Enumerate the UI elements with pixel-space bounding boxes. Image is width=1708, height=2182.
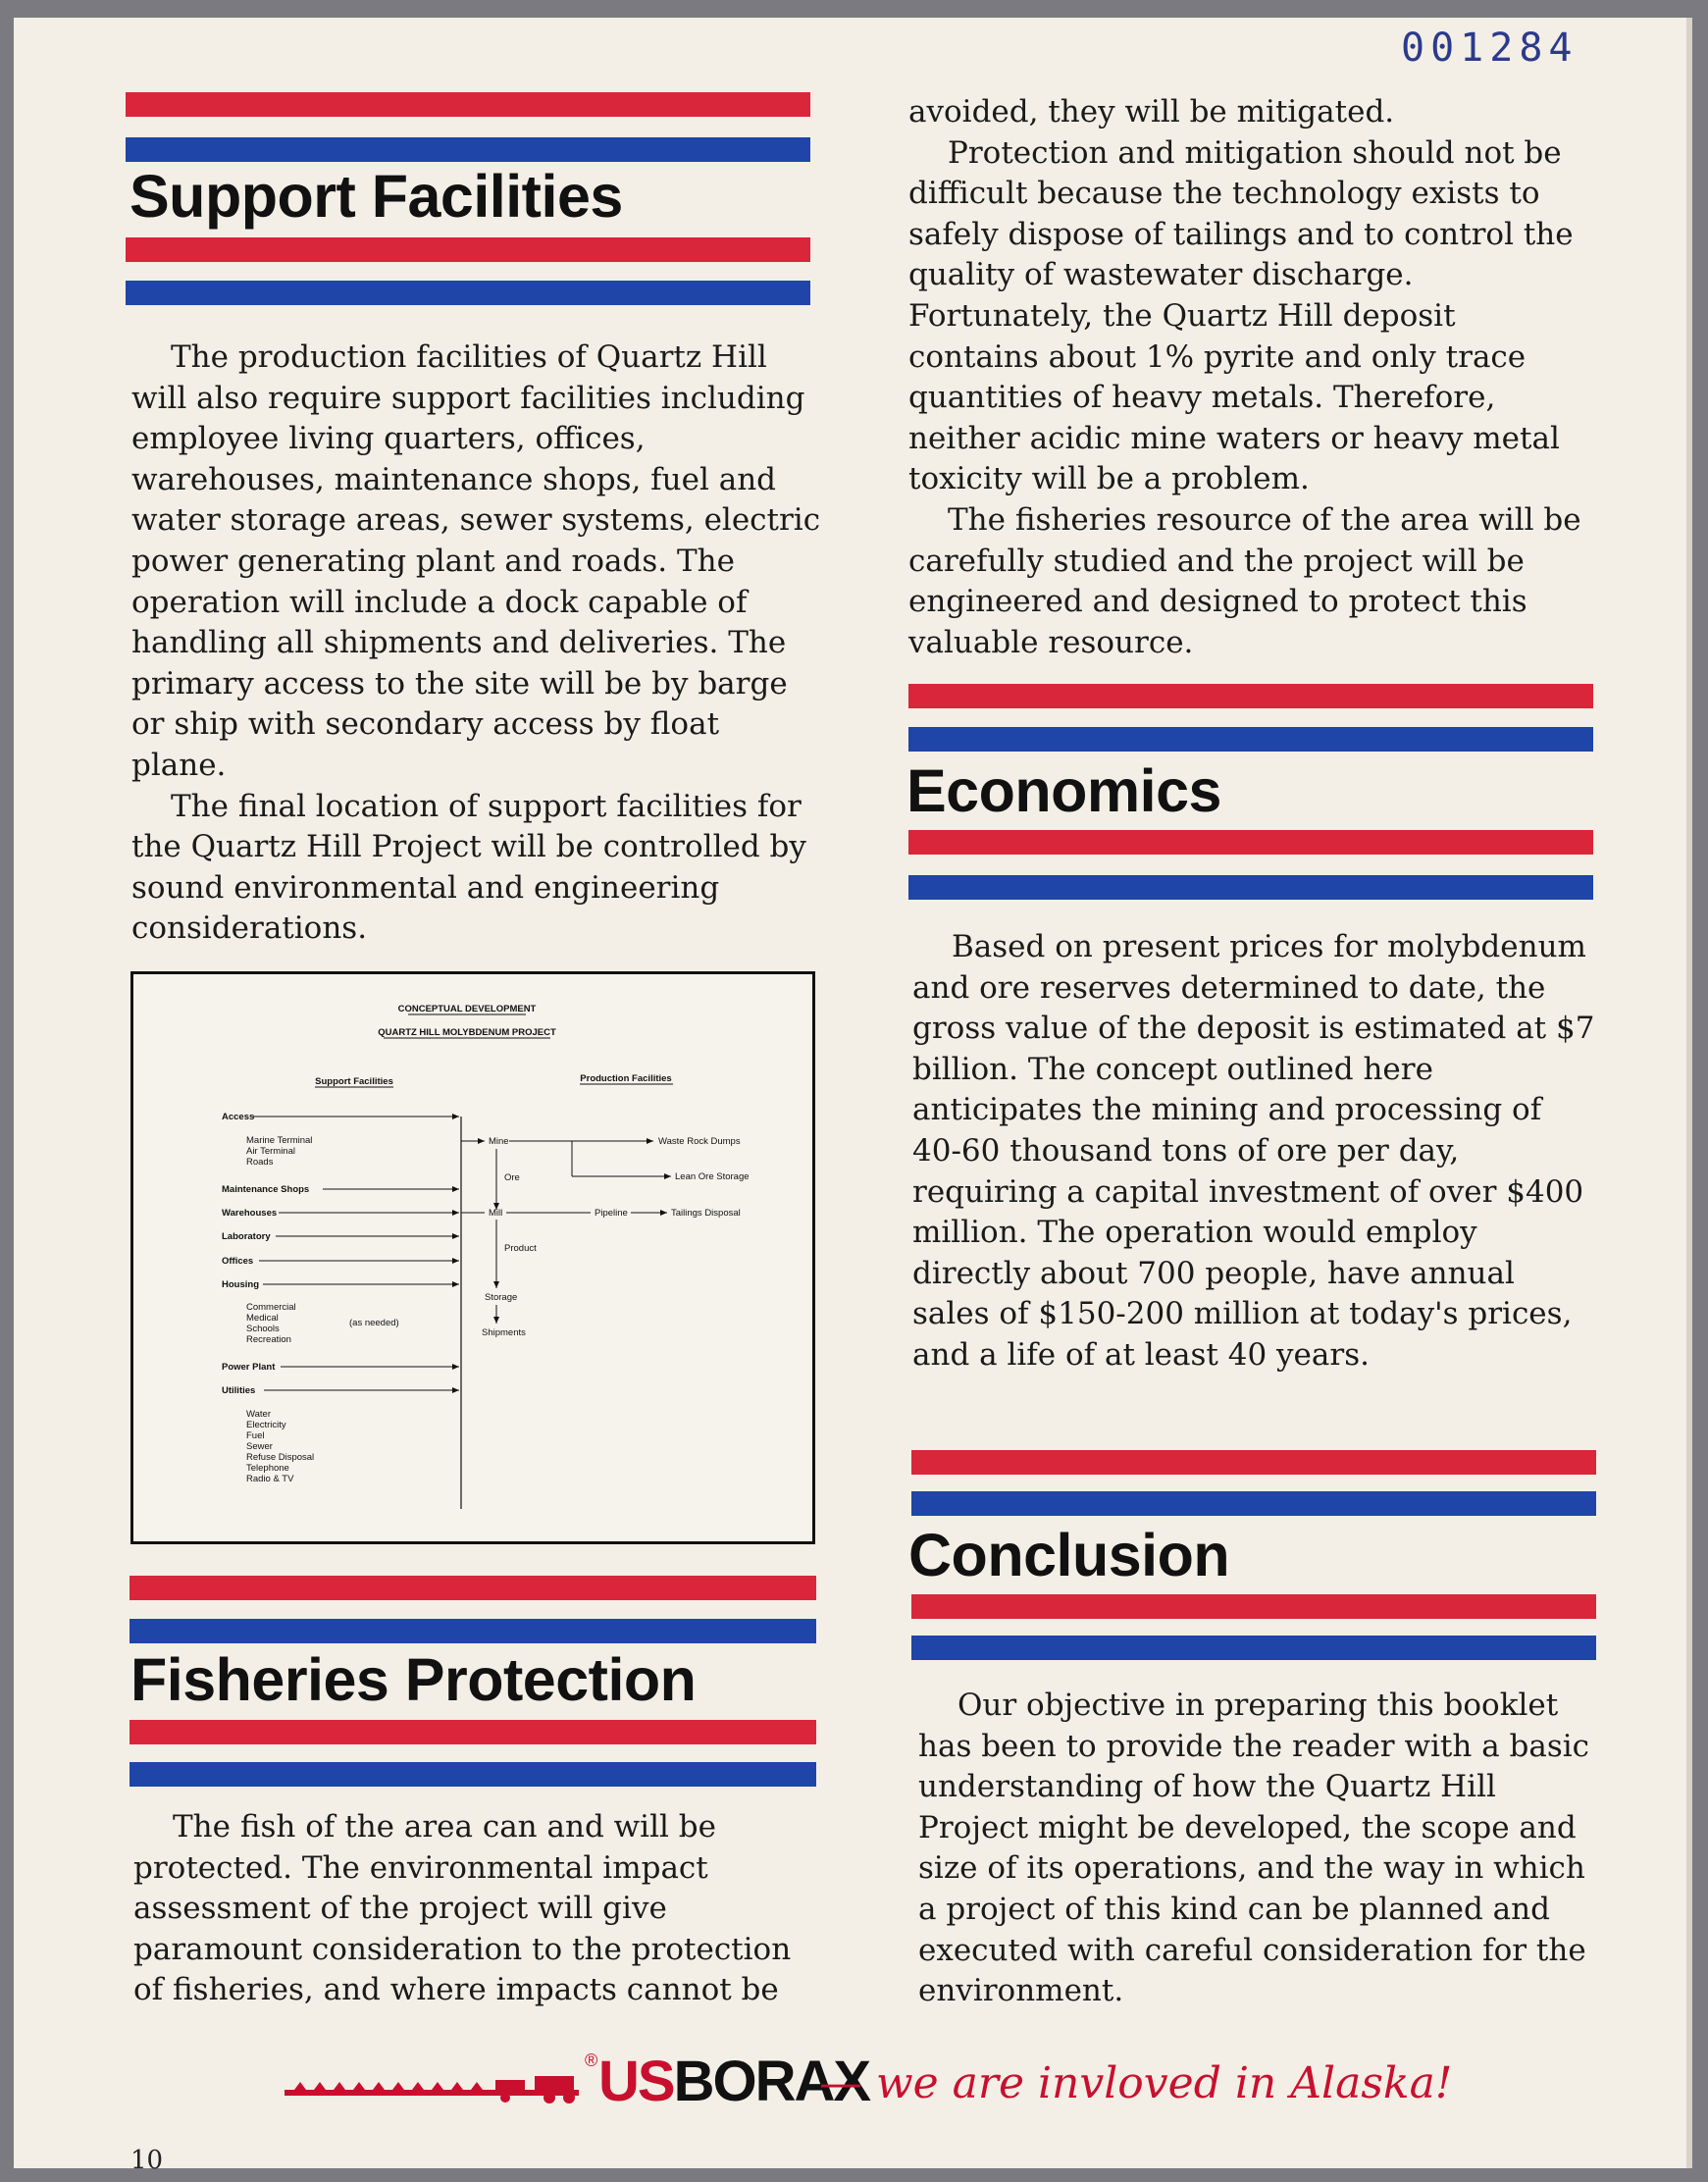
paragraph: Protection and mitigation should not be difficult because the technology exists to safely dispose of tailings and to control the quality of wastewater discharge. Fortunately, the Quartz Hill deposit contains about 1% pyrite and only trace quantities of heavy metals. Therefore, neither acidic mine waters or heavy metal toxicity will be a problem. <box>908 134 1574 497</box>
paragraph: The production facilities of Quartz Hill will also require support facilities including employee living quarters, offices, warehouses, maintenance shops, fuel and water storage areas, sewer systems, electric power generating plant and roads. The operation will include a dock capable of handling all shipments and deliveries. The primary access to the site will be by barge or ship with secondary access by float plane. <box>131 339 821 783</box>
heading-stripe <box>911 1636 1596 1660</box>
waste-rock-label: Waste Rock Dumps <box>658 1136 741 1147</box>
heading-stripe <box>126 137 810 162</box>
heading-stripe <box>908 684 1593 708</box>
shipments-label: Shipments <box>482 1327 526 1338</box>
access-item: Marine Terminal <box>246 1135 313 1146</box>
utility-item: Refuse Disposal <box>246 1452 315 1463</box>
mine-label: Mine <box>489 1136 509 1147</box>
paragraph: Based on present prices for molybdenum and ore reserves determined to date, the gross value of the deposit is estimated at $7 billion. The concept outlined here anticipates the mining and processing of 40-60 thousand tons of ore per day, requiring a capital investment of over $400 million. The operation would employ directly about 700 people, have annual sales of $150-200 million at today's prices, and a life of at least 40 years. <box>912 929 1595 1373</box>
heading-stripe <box>126 237 810 262</box>
housing-label: Housing <box>222 1279 259 1290</box>
document-number: 001284 <box>1401 26 1579 71</box>
footer-brand-line <box>285 2051 1462 2119</box>
paragraph: The fish of the area can and will be protected. The environmental impact assessment of the project will give paramount consideration to the protection of fisheries, and where impacts cannot be <box>133 1809 792 2008</box>
utility-item: Fuel <box>246 1430 265 1441</box>
housing-item: Recreation <box>246 1334 291 1345</box>
heading-stripe <box>129 1576 816 1600</box>
storage-label: Storage <box>485 1292 518 1303</box>
paragraph: avoided, they will be mitigated. <box>908 94 1395 130</box>
warehouses-label: Warehouses <box>222 1208 278 1219</box>
maintenance-label: Maintenance Shops <box>222 1184 310 1195</box>
utility-item: Sewer <box>246 1441 273 1452</box>
borax-train-icon <box>285 2076 598 2121</box>
heading-stripe <box>908 727 1593 752</box>
paragraph: The final location of support facilities for the Quartz Hill Project will be controlled by sound environmental and engineering considerations. <box>131 788 806 947</box>
support-header: Support Facilities <box>315 1076 393 1087</box>
heading-stripe <box>911 1491 1596 1516</box>
registered-mark: ® <box>585 2051 598 2070</box>
product-label: Product <box>504 1243 537 1254</box>
fisheries-body-continued <box>908 92 1595 663</box>
heading-stripe <box>129 1720 816 1744</box>
brand-borax: BORAX <box>673 2050 870 2113</box>
offices-label: Offices <box>222 1256 254 1267</box>
utilities-label: Utilities <box>222 1385 256 1396</box>
utility-item: Electricity <box>246 1420 286 1430</box>
heading-stripe <box>911 1594 1596 1619</box>
support-facilities-heading: Support Facilities <box>129 163 623 230</box>
pipeline-label: Pipeline <box>595 1208 628 1219</box>
power-plant-label: Power Plant <box>222 1362 276 1373</box>
heading-stripe <box>129 1762 816 1787</box>
fisheries-protection-heading: Fisheries Protection <box>130 1646 697 1713</box>
access-label: Access <box>222 1112 255 1122</box>
economics-heading: Economics <box>906 757 1221 824</box>
economics-body <box>912 927 1599 1377</box>
tailings-label: Tailings Disposal <box>671 1208 741 1219</box>
paragraph: The fisheries resource of the area will be carefully studied and the project will be engineered and designed to protect this valuable resource. <box>908 501 1581 660</box>
heading-stripe <box>126 281 810 305</box>
utility-item: Radio & TV <box>246 1474 294 1484</box>
diagram-title: CONCEPTUAL DEVELOPMENT <box>397 1004 537 1014</box>
support-facilities-body <box>131 338 822 950</box>
housing-item: Schools <box>246 1324 280 1334</box>
heading-stripe <box>126 92 810 117</box>
conclusion-body <box>918 1686 1605 2012</box>
ore-label: Ore <box>504 1172 520 1183</box>
fisheries-body <box>133 1807 824 2011</box>
paragraph: Our objective in preparing this booklet has been to provide the reader with a basic understanding of how the Quartz Hill Project might be developed, the scope and size of its operations, and the way in which a project of this kind can be planned and executed with careful consideration for the environment. <box>918 1688 1590 2009</box>
brand-us: US <box>598 2050 674 2113</box>
flow-diagram <box>133 974 812 1541</box>
housing-item: Commercial <box>246 1302 296 1313</box>
production-header: Production Facilities <box>580 1073 672 1084</box>
mill-label: Mill <box>489 1208 503 1219</box>
conclusion-heading: Conclusion <box>908 1522 1230 1588</box>
housing-item: Medical <box>246 1313 279 1324</box>
heading-stripe <box>911 1450 1596 1475</box>
conceptual-development-diagram <box>130 971 815 1544</box>
utility-item: Telephone <box>246 1463 289 1474</box>
heading-stripe <box>908 875 1593 900</box>
heading-stripe <box>129 1619 816 1643</box>
slogan: — we are invloved in Alaska! <box>819 2058 1453 2108</box>
as-needed-note: (as needed) <box>349 1318 399 1328</box>
laboratory-label: Laboratory <box>222 1231 271 1242</box>
access-item: Air Terminal <box>246 1146 295 1157</box>
access-item: Roads <box>246 1157 274 1168</box>
page-number: 10 <box>130 2146 164 2175</box>
heading-stripe <box>908 830 1593 855</box>
diagram-subtitle: QUARTZ HILL MOLYBDENUM PROJECT <box>378 1027 556 1038</box>
lean-ore-label: Lean Ore Storage <box>675 1171 750 1182</box>
utility-item: Water <box>246 1409 271 1420</box>
